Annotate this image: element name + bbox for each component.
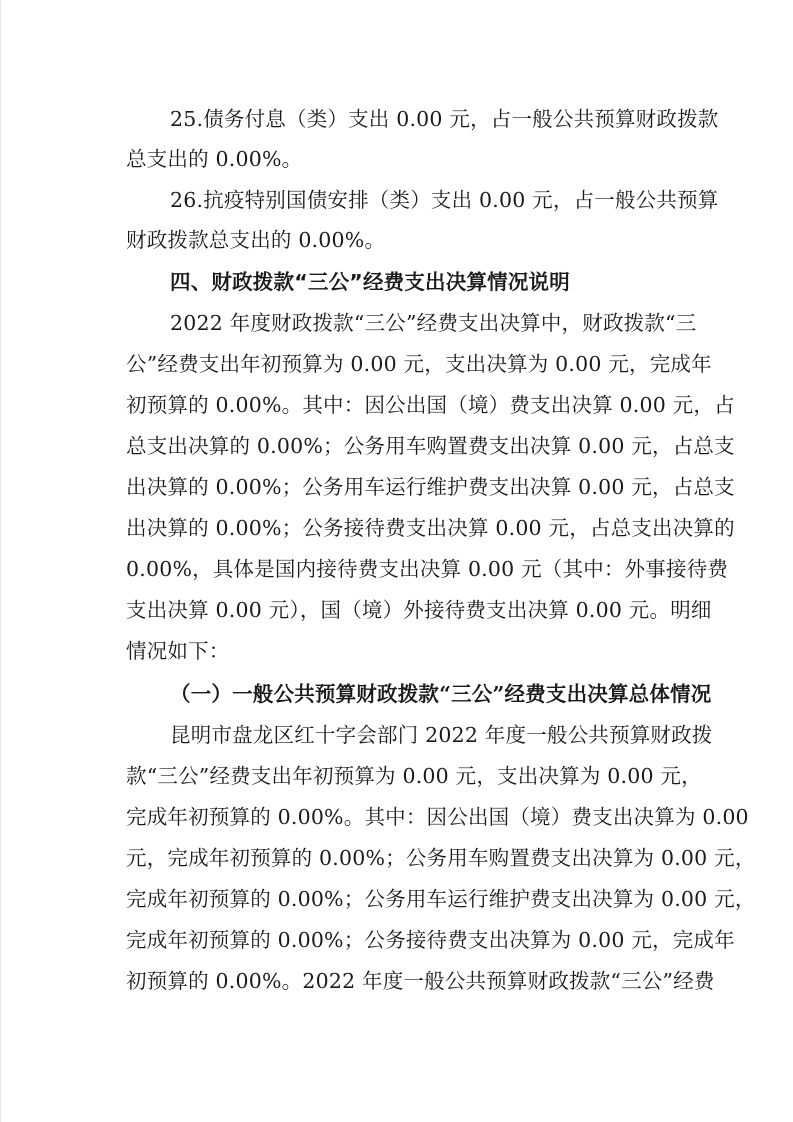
subsection-heading: （一）一般公共预算财政拨款“三公”经费支出决算总体情况 (170, 682, 712, 706)
paragraph-line: 款“三公”经费支出年初预算为 0.00 元，支出决算为 0.00 元， (126, 764, 702, 788)
paragraph-line: 完成年初预算的 0.00%；公务接待费支出决算为 0.00 元，完成年 (126, 928, 735, 952)
paragraph-line: 公”经费支出年初预算为 0.00 元，支出决算为 0.00 元，完成年 (126, 352, 712, 376)
section-heading: 四、财政拨款“三公”经费支出决算情况说明 (170, 270, 570, 294)
paragraph-line: 0.00%，具体是国内接待费支出决算 0.00 元（其中：外事接待费 (126, 557, 729, 581)
paragraph-line: 总支出决算的 0.00%；公务用车购置费支出决算 0.00 元，占总支 (126, 434, 735, 458)
paragraph-line: 2022 年度财政拨款“三公”经费支出决算中，财政拨款“三 (170, 311, 697, 335)
paragraph-line: 初预算的 0.00%。2022 年度一般公共预算财政拨款“三公”经费 (126, 969, 715, 993)
paragraph-line: 完成年初预算的 0.00%。其中：因公出国（境）费支出决算为 0.00 (126, 805, 749, 829)
paragraph-line: 情况如下： (126, 639, 230, 663)
paragraph-line: 出决算的 0.00%；公务接待费支出决算 0.00 元，占总支出决算的 (126, 516, 735, 540)
paragraph-line: 初预算的 0.00%。其中：因公出国（境）费支出决算 0.00 元，占 (126, 393, 735, 417)
paragraph-line: 昆明市盘龙区红十字会部门 2022 年度一般公共预算财政拨 (170, 723, 713, 747)
paragraph-line: 26.抗疫特别国债安排（类）支出 0.00 元，占一般公共预算 (170, 188, 719, 212)
scan-edge-line (0, 0, 1, 1122)
paragraph-line: 总支出的 0.00%。 (126, 147, 303, 171)
paragraph-line: 财政拨款总支出的 0.00%。 (126, 228, 386, 252)
paragraph-line: 25.债务付息（类）支出 0.00 元，占一般公共预算财政拨款 (170, 107, 719, 131)
paragraph-line: 元，完成年初预算的 0.00%；公务用车购置费支出决算为 0.00 元， (126, 846, 756, 870)
paragraph-line: 支出决算 0.00 元），国（境）外接待费支出决算 0.00 元。明细 (126, 598, 712, 622)
paragraph-line: 出决算的 0.00%；公务用车运行维护费支出决算 0.00 元，占总支 (126, 475, 735, 499)
paragraph-line: 完成年初预算的 0.00%；公务用车运行维护费支出决算为 0.00 元， (126, 887, 756, 911)
